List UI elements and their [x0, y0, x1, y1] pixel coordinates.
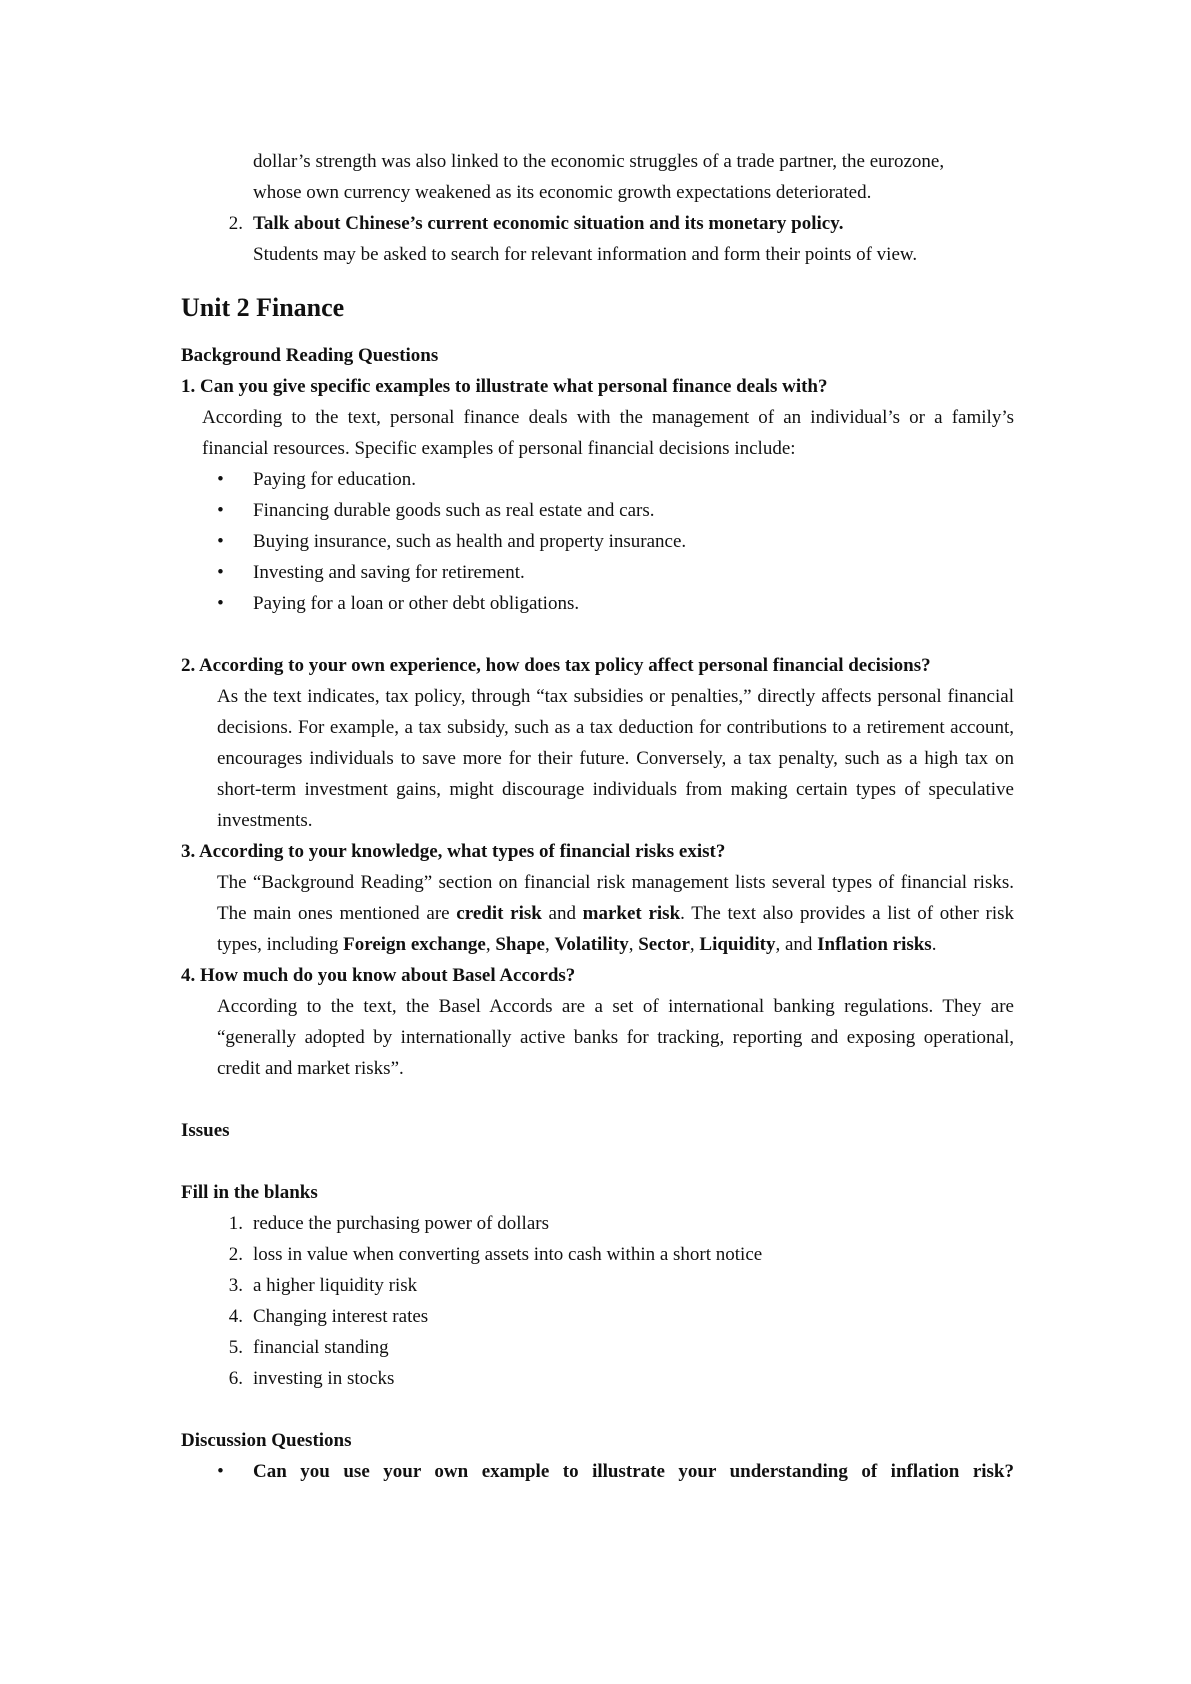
fill-item-number: 6. [228, 1368, 243, 1389]
question-3-title: 3. According to your knowledge, what types of financial risks exist? [181, 841, 726, 862]
q1-bullet-item [181, 588, 1014, 619]
page-content [181, 146, 1014, 1487]
spacer [181, 1084, 1014, 1115]
spacer [181, 1146, 1014, 1177]
q1-bullet-text: Financing durable goods such as real estate and cars. [253, 500, 655, 521]
bullet-icon: • [217, 500, 224, 521]
bullet-icon: • [217, 1461, 224, 1482]
fill-item-number: 4. [228, 1306, 243, 1327]
q3-term-liquidity: Liquidity [699, 934, 776, 955]
q3-text: . The text also provides a list of other risk types, including [217, 903, 1014, 955]
q3-separator: , [689, 934, 700, 955]
fill-item-number: 2. [228, 1244, 243, 1265]
fill-item-number: 1. [228, 1213, 243, 1234]
fill-item [181, 1363, 1014, 1394]
fill-item-text: financial standing [253, 1337, 389, 1358]
question-2-title: 2. According to your own experience, how does tax policy affect personal financial decisions? [181, 655, 931, 676]
spacer [181, 1394, 1014, 1425]
question-3-answer [181, 867, 1014, 960]
q3-term-market-risk: market risk [582, 903, 681, 924]
q1-bullet-item [181, 464, 1014, 495]
issues-heading: Issues [181, 1120, 230, 1141]
fill-item-text: investing in stocks [253, 1368, 395, 1389]
background-heading: Background Reading Questions [181, 345, 439, 366]
intro-item-2-answer: Students may be asked to search for relevant information and form their points of view. [253, 244, 918, 265]
fill-item [181, 1301, 1014, 1332]
q1-bullet-text: Paying for a loan or other debt obligations. [253, 593, 580, 614]
q1-bullet-item [181, 526, 1014, 557]
fill-item [181, 1239, 1014, 1270]
q3-term-inflation-risks: Inflation risks [817, 934, 932, 955]
q3-separator: , [628, 934, 639, 955]
bullet-icon: • [217, 593, 224, 614]
bullet-icon: • [217, 469, 224, 490]
q3-separator: , [544, 934, 555, 955]
question-1-answer: According to the text, personal finance deals with the management of an individual’s or a family’s financial resources. Specific examples of personal financial decisions include: [202, 407, 1014, 459]
q1-bullet-item [181, 557, 1014, 588]
q3-text: . [931, 934, 937, 955]
fill-item [181, 1332, 1014, 1363]
question-1-title: 1. Can you give specific examples to illustrate what personal finance deals with? [181, 376, 828, 397]
q3-text: , and [775, 934, 818, 955]
q1-bullet-text: Investing and saving for retirement. [253, 562, 525, 583]
bullet-icon: • [217, 562, 224, 583]
unit-title: Unit 2 Finance [181, 293, 345, 322]
fill-item-number: 3. [228, 1275, 243, 1296]
bullet-icon: • [217, 531, 224, 552]
q3-term-shape: Shape [495, 934, 545, 955]
fill-item [181, 1270, 1014, 1301]
fill-in-blanks-heading: Fill in the blanks [181, 1182, 318, 1203]
q3-term-sector: Sector [638, 934, 690, 955]
question-4-answer: According to the text, the Basel Accords are a set of international banking regulations. They are “generally adopted by internationally active banks for tracking, reporting and exposing operational, credit and market risks”. [217, 996, 1014, 1079]
intro-item-2-title: Talk about Chinese’s current economic situation and its monetary policy. [253, 213, 844, 234]
discussion-heading: Discussion Questions [181, 1430, 352, 1451]
q3-term-credit-risk: credit risk [456, 903, 542, 924]
continuation-line-2: whose own currency weakened as its economic growth expectations deteriorated. [253, 182, 872, 203]
question-2-answer: As the text indicates, tax policy, through “tax subsidies or penalties,” directly affects personal financial decisions. For example, a tax subsidy, such as a tax deduction for contributions to a retirement account, encourages individuals to save more for their future. Conversely, a tax penalty, such as a high tax on short-term investment gains, might discourage individuals from making certain types of speculative investments. [217, 686, 1014, 831]
fill-item [181, 1208, 1014, 1239]
fill-item-text: loss in value when converting assets into cash within a short notice [253, 1244, 763, 1265]
q1-bullet-text: Buying insurance, such as health and property insurance. [253, 531, 687, 552]
fill-item-text: reduce the purchasing power of dollars [253, 1213, 549, 1234]
discussion-question-1: Can you use your own example to illustrate your understanding of inflation risk? [253, 1461, 1014, 1482]
q3-text: The “Background Reading” section on financial risk management lists several types of financial risks. The main ones mentioned are [217, 872, 1014, 924]
q1-bullet-item [181, 495, 1014, 526]
fill-item-number: 5. [228, 1337, 243, 1358]
intro-item-2 [181, 208, 1014, 239]
discussion-bullet-item [181, 1456, 1014, 1487]
question-4-title: 4. How much do you know about Basel Accords? [181, 965, 576, 986]
fill-item-text: Changing interest rates [253, 1306, 429, 1327]
item-number: 2. [228, 213, 243, 234]
spacer [181, 619, 1014, 650]
q1-bullet-text: Paying for education. [253, 469, 417, 490]
q3-term-foreign-exchange: Foreign exchange [343, 934, 486, 955]
q3-separator: , [485, 934, 496, 955]
fill-item-text: a higher liquidity risk [253, 1275, 418, 1296]
continuation-line-1: dollar’s strength was also linked to the economic struggles of a trade partner, the eurozone, [253, 151, 945, 172]
q3-term-volatility: Volatility [554, 934, 629, 955]
q3-text: and [541, 903, 583, 924]
